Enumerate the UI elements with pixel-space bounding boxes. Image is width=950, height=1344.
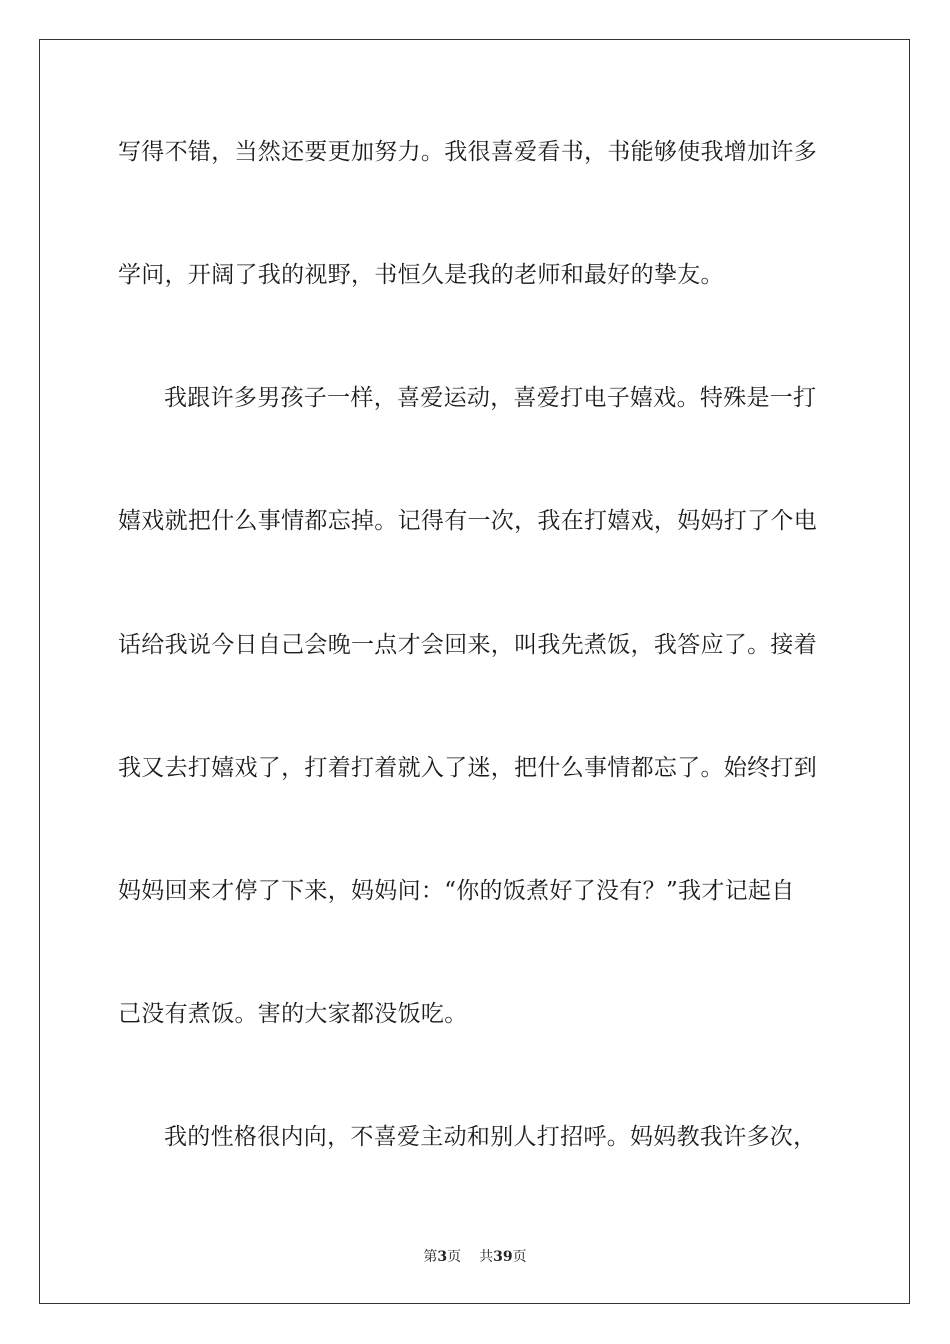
text-line-7: 妈妈回来才停了下来，妈妈问：“你的饭煮好了没有？”我才记起自 [118,878,795,904]
page-border [39,39,910,1304]
text-line-5: 话给我说今日自己会晚一点才会回来，叫我先煮饭，我答应了。接着 [118,632,817,658]
text-line-2: 学问，开阔了我的视野，书恒久是我的老师和最好的挚友。 [118,262,724,288]
text-line-8: 己没有煮饭。害的大家都没饭吃。 [118,1001,468,1027]
page-prefix: 第 [423,1249,438,1265]
page-suffix: 页 [447,1249,462,1265]
text-line-6: 我又去打嬉戏了，打着打着就入了迷，把什么事情都忘了。始终打到 [118,755,817,781]
text-line-4: 嬉戏就把什么事情都忘掉。记得有一次，我在打嬉戏，妈妈打了个电 [118,508,817,534]
text-line-1: 写得不错，当然还要更加努力。我很喜爱看书，书能够使我增加许多 [118,139,817,165]
page-number: 3 [437,1249,448,1265]
text-line-3: 我跟许多男孩子一样，喜爱运动，喜爱打电子嬉戏。特殊是一打 [164,385,817,411]
total-pages: 39 [493,1249,513,1265]
text-line-9: 我的性格很内向，不喜爱主动和别人打招呼。妈妈教我许多次， [164,1124,817,1150]
total-prefix: 共 [479,1249,494,1265]
total-suffix: 页 [512,1249,527,1265]
page-footer [0,1247,950,1267]
